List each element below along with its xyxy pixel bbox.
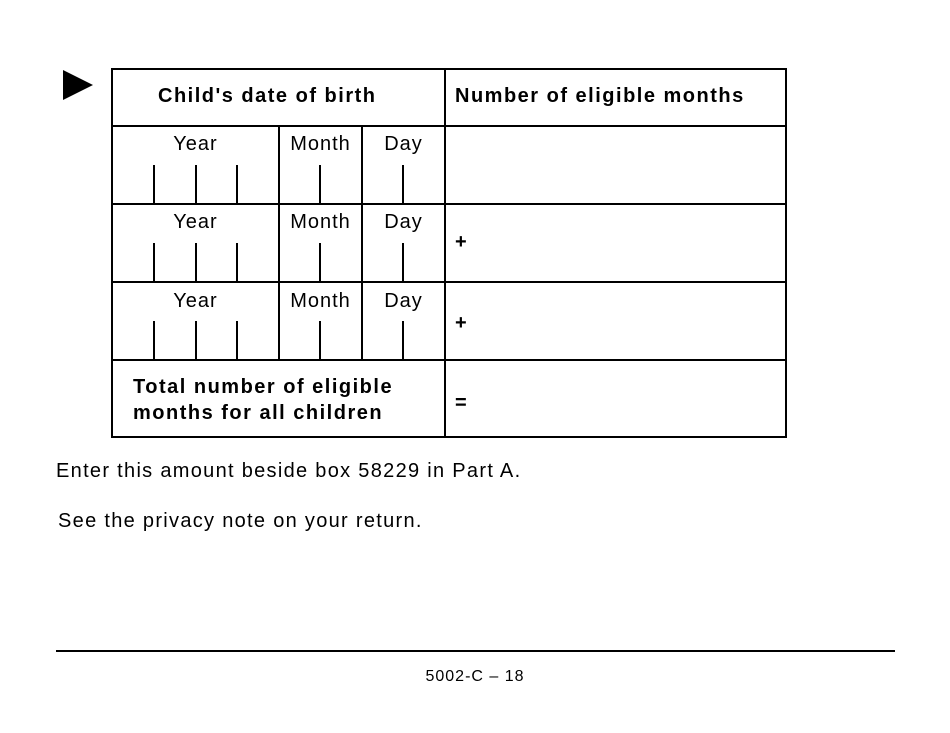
month-label: Month (290, 290, 351, 312)
eligible-months-input-1[interactable] (446, 127, 785, 203)
year-digit-divider (236, 165, 238, 205)
month-label: Month (290, 211, 351, 233)
day-digit-divider (402, 321, 404, 361)
year-digit-divider (236, 321, 238, 361)
year-digit-divider (153, 243, 155, 283)
total-row-label-cell (113, 361, 444, 436)
year-digit-divider (195, 321, 197, 361)
month-digit-divider (319, 165, 321, 205)
plus-sign: + (455, 231, 467, 253)
year-label: Year (173, 133, 218, 155)
year-digit-divider (236, 243, 238, 283)
year-digit-divider (195, 165, 197, 205)
total-label-line: months for all children (133, 402, 384, 424)
total-eligible-months-input[interactable] (446, 361, 785, 436)
eligible-months-table (111, 68, 787, 438)
eligible-months-input-2[interactable] (446, 205, 785, 281)
day-digit-divider (402, 243, 404, 283)
table-divider (278, 125, 280, 361)
day-label: Day (384, 211, 423, 233)
year-digit-divider (153, 165, 155, 205)
header-number-of-eligible-months: Number of eligible months (455, 85, 745, 107)
total-label-line: Total number of eligible (133, 376, 394, 398)
enter-amount-instruction: Enter this amount beside box 58229 in Part A. (56, 460, 522, 482)
year-digit-divider (153, 321, 155, 361)
day-label: Day (384, 133, 423, 155)
equals-sign: = (455, 392, 467, 414)
pointer-arrow-icon (63, 70, 93, 100)
month-digit-divider (319, 321, 321, 361)
year-digit-divider (195, 243, 197, 283)
table-divider (361, 125, 363, 361)
footer-rule (56, 650, 895, 652)
plus-sign: + (455, 312, 467, 334)
total-label (133, 374, 393, 426)
privacy-note: See the privacy note on your return. (58, 510, 423, 532)
eligible-months-input-3[interactable] (446, 283, 785, 359)
year-label: Year (173, 290, 218, 312)
year-label: Year (173, 211, 218, 233)
header-childs-date-of-birth: Child's date of birth (158, 85, 377, 107)
month-digit-divider (319, 243, 321, 283)
month-label: Month (290, 133, 351, 155)
day-digit-divider (402, 165, 404, 205)
page-number: 5002-C – 18 (425, 668, 525, 685)
day-label: Day (384, 290, 423, 312)
